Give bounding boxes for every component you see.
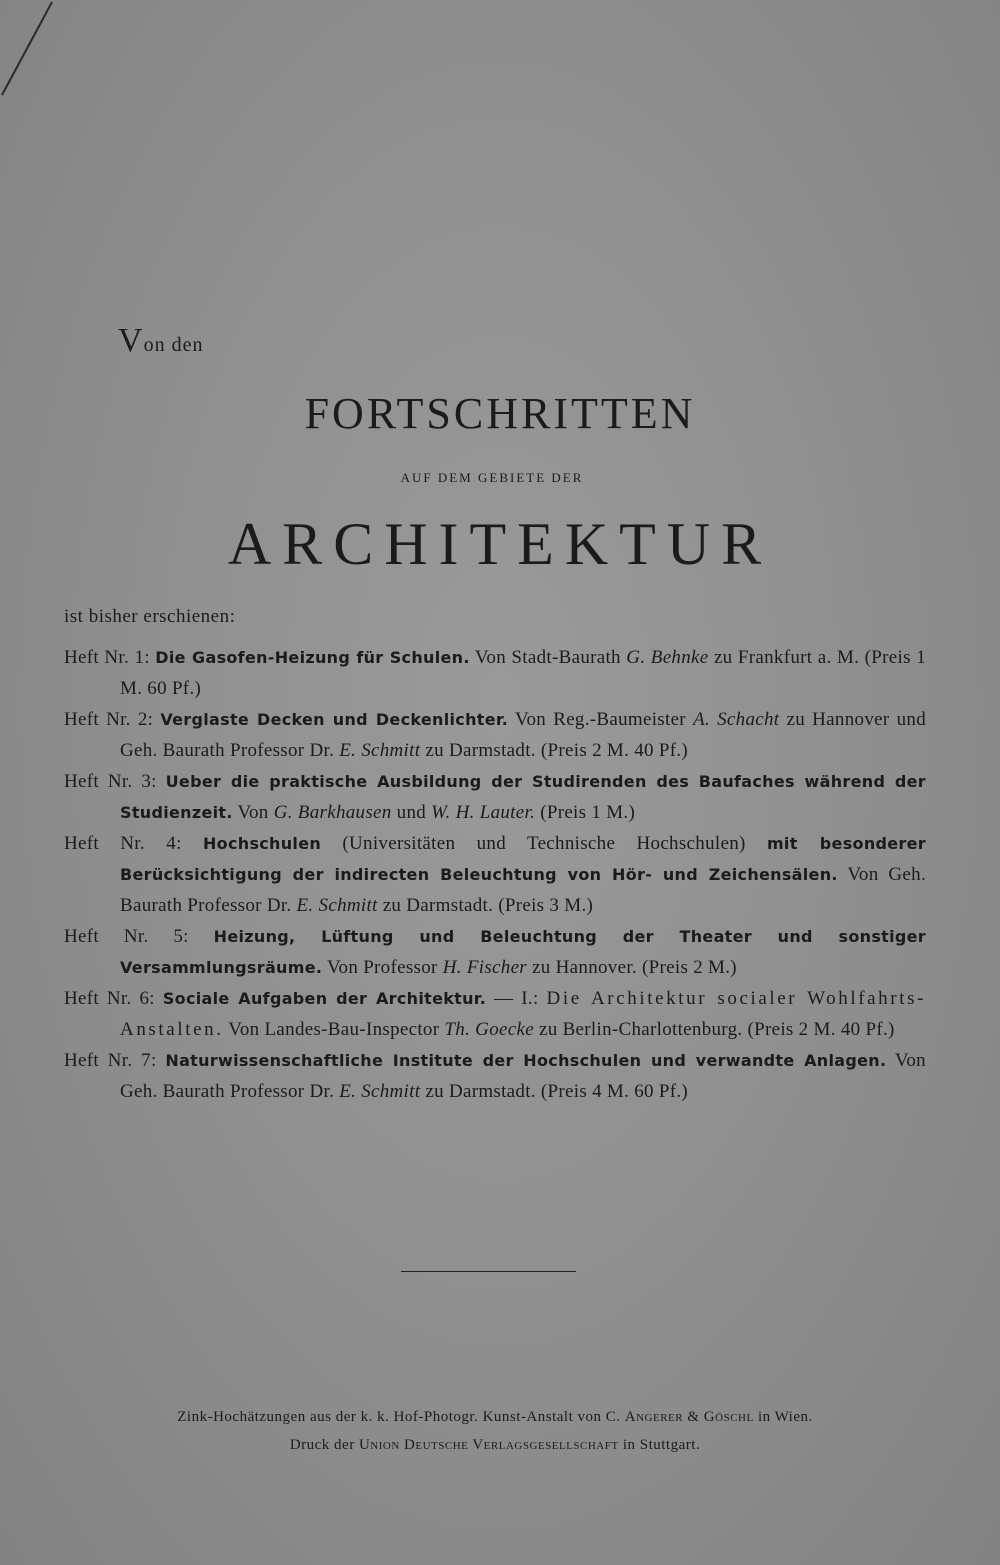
folded-corner-mark bbox=[0, 0, 60, 100]
entry-byline: Von Geh. Baurath Professor Dr. bbox=[120, 864, 926, 916]
entry-spaced-subtitle: Die Architektur socialer Wohlfahrts-Anstalten. bbox=[120, 988, 927, 1040]
entry-number: Heft Nr. 4: bbox=[64, 833, 182, 854]
publication-list bbox=[64, 642, 926, 1107]
entry-author: G. Barkhausen bbox=[273, 802, 392, 823]
entry-price: (Preis 2 M. 40 Pf.) bbox=[540, 740, 689, 761]
imprint-publisher: Union Deutsche Verlagsgesellschaft bbox=[358, 1437, 619, 1453]
entry-price: (Preis 2 M. 40 Pf.) bbox=[747, 1019, 895, 1040]
entry-price: (Preis 2 M.) bbox=[642, 957, 737, 978]
subtitle: AUF DEM GEBIETE DER bbox=[400, 470, 584, 485]
entry-number: Heft Nr. 5: bbox=[64, 926, 189, 947]
entry-title: Ueber die praktische Ausbildung der Studirenden des Baufaches während der Studienzeit. bbox=[120, 772, 926, 822]
entry-author: E. Schmitt bbox=[296, 895, 378, 916]
entry-place: zu Hannover. bbox=[532, 957, 637, 978]
entry-title: Hochschulen bbox=[202, 834, 322, 853]
entry-price: (Preis 1 M. 60 Pf.) bbox=[120, 647, 927, 699]
preamble-initial: V bbox=[118, 322, 144, 359]
entry-author-2: E. Schmitt bbox=[339, 740, 421, 761]
imprint-line-2 bbox=[0, 1437, 990, 1454]
entry-title: Sociale Aufgaben der Architektur. bbox=[162, 989, 487, 1008]
entry-number: Heft Nr. 1: bbox=[64, 647, 150, 668]
divider-rule bbox=[401, 1271, 576, 1272]
entry-byline: Von Professor bbox=[326, 957, 438, 978]
entry-author-2: W. H. Lauter. bbox=[431, 802, 536, 823]
entry-title: Naturwissenschaftliche Institute der Hochschulen und verwandte Anlagen. bbox=[165, 1051, 887, 1070]
preamble-rest: on den bbox=[143, 334, 204, 356]
entry-byline: Von Stadt-Baurath bbox=[474, 647, 621, 668]
list-item bbox=[64, 828, 926, 921]
imprint-firm-1: Angerer bbox=[624, 1409, 684, 1425]
entry-number: Heft Nr. 6: bbox=[64, 988, 155, 1009]
entry-byline-mid: zu Hannover und Geh. Baurath Professor Dr. bbox=[120, 709, 926, 761]
title-line-1: FORTSCHRITTEN bbox=[304, 389, 696, 438]
entry-author: A. Schacht bbox=[693, 709, 780, 730]
list-item bbox=[64, 766, 926, 828]
entry-dash: — I.: bbox=[494, 988, 539, 1009]
entry-byline: Von Landes-Bau-Inspector bbox=[228, 1019, 440, 1040]
entry-place: zu Darmstadt. bbox=[425, 740, 536, 761]
imprint-line-1 bbox=[0, 1409, 990, 1426]
entry-title-paren: (Universitäten und Technische Hochschulen) bbox=[342, 833, 746, 854]
imprint-city: in Wien. bbox=[757, 1409, 813, 1425]
entry-number: Heft Nr. 7: bbox=[64, 1050, 157, 1071]
entry-author: E. Schmitt bbox=[339, 1081, 421, 1102]
entry-place: zu Berlin-Charlottenburg. bbox=[539, 1019, 743, 1040]
imprint-text-2: Druck der bbox=[289, 1437, 355, 1453]
title-line-2: ARCHITEKTUR bbox=[227, 511, 773, 577]
intro-text: ist bisher erschienen: bbox=[64, 606, 236, 627]
entry-title: Heizung, Lüftung und Beleuchtung der Theater und sonstiger Versammlungsräume. bbox=[120, 927, 926, 977]
entry-title-cont: mit besonderer Berücksichtigung der indirecten Beleuchtung von Hör- und Zeichensälen. bbox=[120, 834, 926, 884]
list-item bbox=[64, 921, 926, 983]
entry-author: G. Behnke bbox=[626, 647, 709, 668]
entry-place: zu Darmstadt. bbox=[425, 1081, 536, 1102]
list-item bbox=[64, 642, 926, 704]
entry-number: Heft Nr. 2: bbox=[64, 709, 154, 730]
imprint-text: Zink-Hochätzungen aus der k. k. Hof-Photogr. Kunst-Anstalt von C. bbox=[177, 1409, 621, 1425]
entry-author: Th. Goecke bbox=[444, 1019, 534, 1040]
entry-place: zu Darmstadt. bbox=[382, 895, 494, 916]
entry-price: (Preis 3 M.) bbox=[498, 895, 594, 916]
list-item bbox=[64, 704, 926, 766]
entry-price: (Preis 1 M.) bbox=[540, 802, 636, 823]
entry-title: Die Gasofen-Heizung für Schulen. bbox=[155, 648, 470, 667]
entry-title: Verglaste Decken und Deckenlichter. bbox=[160, 710, 509, 729]
entry-byline-mid: und bbox=[396, 802, 427, 823]
entry-place: zu Frankfurt a. M. bbox=[713, 647, 860, 668]
entry-byline: Von Reg.-Baumeister bbox=[514, 709, 686, 730]
imprint-amp: & bbox=[687, 1409, 700, 1425]
list-item bbox=[64, 983, 926, 1045]
imprint-city-2: in Stuttgart. bbox=[622, 1437, 701, 1453]
entry-byline: Von bbox=[237, 802, 269, 823]
imprint-firm-2: Göschl bbox=[703, 1409, 754, 1425]
entry-number: Heft Nr. 3: bbox=[64, 771, 157, 792]
entry-byline: Von Geh. Baurath Professor Dr. bbox=[120, 1050, 926, 1102]
list-item bbox=[64, 1045, 926, 1107]
entry-author: H. Fischer bbox=[442, 957, 527, 978]
entry-price: (Preis 4 M. 60 Pf.) bbox=[540, 1081, 689, 1102]
preamble bbox=[118, 322, 203, 360]
